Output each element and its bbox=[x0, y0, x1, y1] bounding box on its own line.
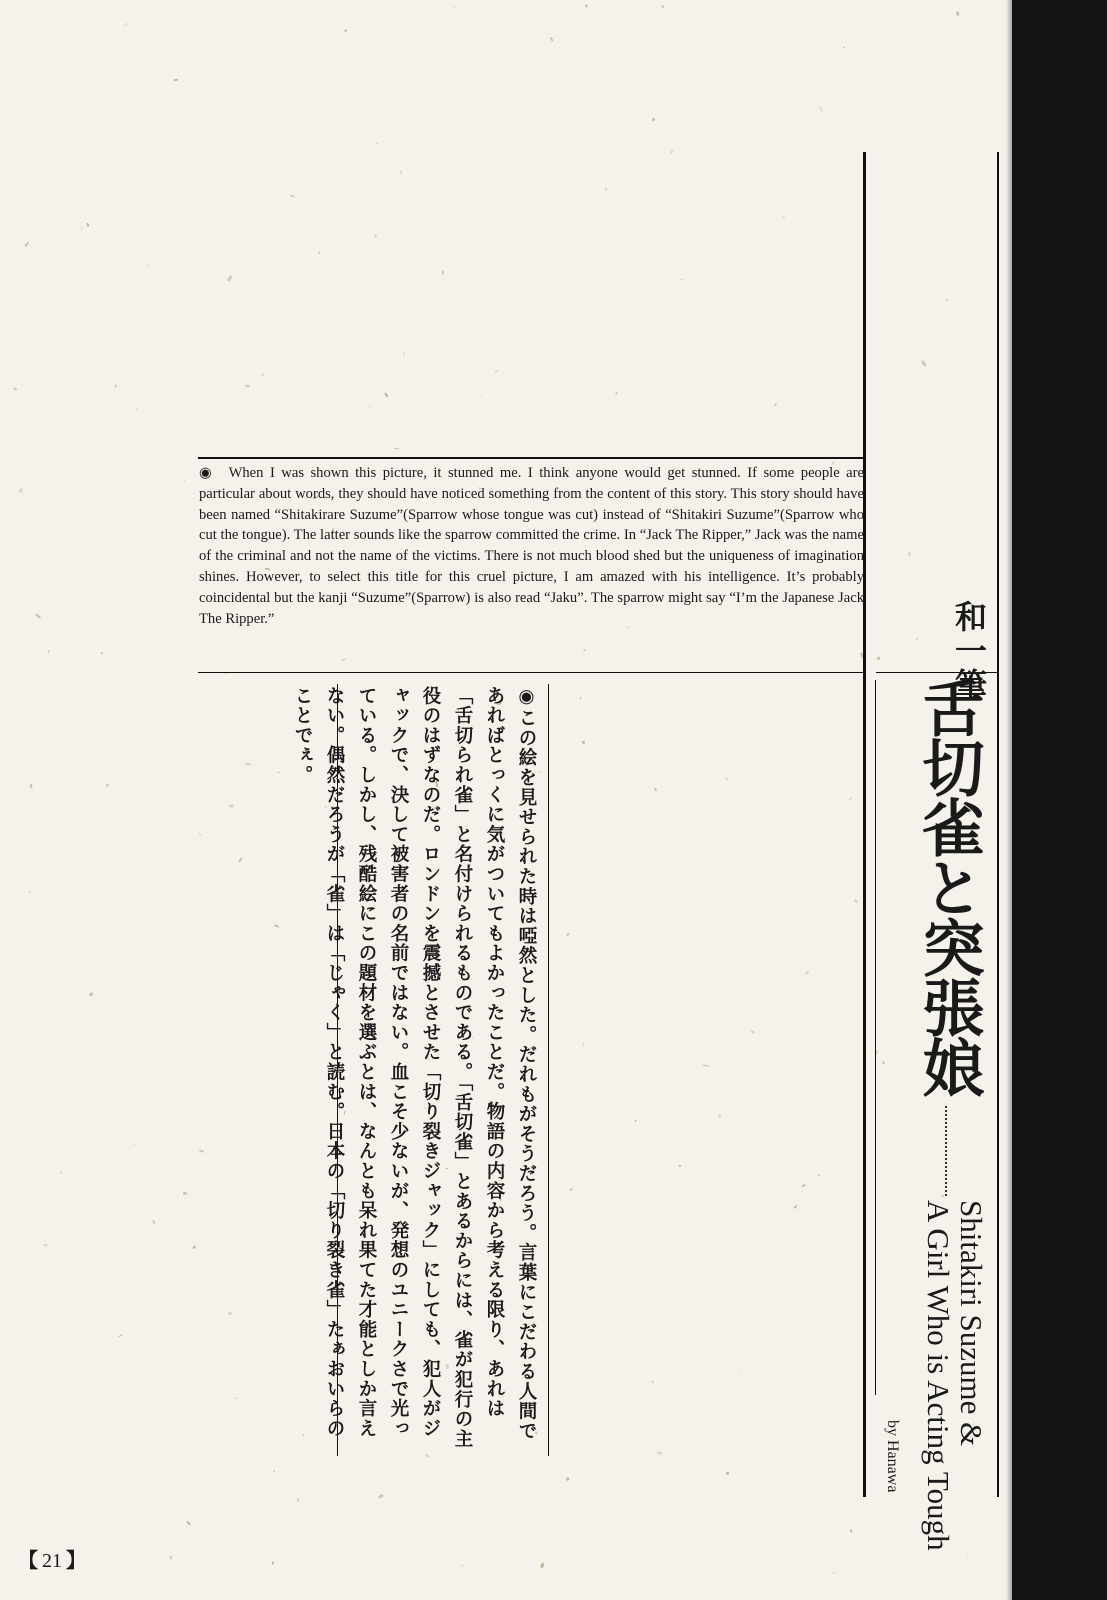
paper-fleck bbox=[277, 771, 281, 773]
paper-fleck bbox=[43, 1244, 47, 1246]
page-edge-dark bbox=[1012, 0, 1107, 1600]
paper-fleck bbox=[842, 46, 845, 48]
paper-fleck bbox=[818, 1174, 820, 1176]
series-label: 和一筆 bbox=[950, 600, 988, 702]
japanese-commentary: ◉この絵を見せられた時は啞然とした。だれもがそうだろう。言葉にこだわる人間であればとっくに気がついてもよかったことだ。物語の内容から考える限り、あれは「舌切られ雀」と名付けられるものである。「舌切雀」とあるからには、雀が犯行の主役のはずなのだ。ロンドンを震撼とさせた「切り裂きジャック」にしても、犯人がジャックで、決して被害者の名前ではない。血こそ少ないが、発想のユニークさで光っている。しかし、残酷絵にこの題材を選ぶとは、なんとも呆れ果てた才能としか言えない。偶然だろうが「雀」は「じゃく」と読む。日本の「切り裂き雀」たぁおいらのことでぇ。 bbox=[292, 686, 537, 1449]
title-rule-vertical-right bbox=[997, 152, 999, 1497]
text-rule-bottom bbox=[198, 672, 864, 673]
paper-fleck bbox=[782, 215, 785, 217]
paper-fleck bbox=[318, 251, 321, 253]
english-title-line-1: Shitakiri Suzume & bbox=[954, 1200, 989, 1447]
paper-fleck bbox=[908, 552, 911, 557]
title-rule-vertical-left bbox=[863, 152, 866, 1497]
paper-fleck bbox=[291, 1578, 292, 1579]
paper-fleck bbox=[229, 805, 234, 808]
paper-fleck bbox=[946, 299, 948, 301]
paper-fleck bbox=[850, 1530, 853, 1533]
page-number-value: 21 bbox=[42, 1550, 62, 1572]
japanese-title: 舌切雀と突張娘 bbox=[912, 676, 985, 1096]
page-bracket-right: 】 bbox=[66, 1550, 86, 1572]
paper-fleck bbox=[718, 1115, 721, 1118]
paper-fleck bbox=[453, 6, 455, 8]
paper-fleck bbox=[582, 1043, 584, 1047]
paper-fleck bbox=[269, 1518, 271, 1519]
paper-fleck bbox=[774, 403, 777, 407]
paper-fleck bbox=[183, 1192, 188, 1195]
paper-fleck bbox=[30, 784, 32, 789]
paper-fleck bbox=[442, 271, 444, 275]
bullet-icon: ◉ bbox=[199, 465, 215, 481]
paper-fleck bbox=[271, 1561, 274, 1565]
byline: by Hanawa bbox=[884, 1420, 901, 1493]
text-rule-top bbox=[198, 457, 864, 459]
page-bracket-left: 【 bbox=[18, 1550, 38, 1572]
title-leader-dots bbox=[945, 1106, 949, 1196]
jp-rule-right bbox=[548, 684, 549, 1456]
english-commentary-text: When I was shown this picture, it stunned me. I think anyone would get stunned. If some people are particular about words, they should have noticed something from the content of this story. This story should have been named “Shitakirare Suzume”(Sparrow whose tongue was cut) instead of “Shitakiri Suzume”(Sparrow who cut the tongue). The latter sounds like the sparrow committed the crime. In “Jack The Ripper,” Jack was the name of the criminal and not the name of the victims. There is not much blood shed but the uniqueness of imagination shines. However, to select this title for this cruel picture, I am amazed with his intelligence. It’s probably coincidental but the kanji “Suzume”(Sparrow) is also read “Jaku”. The sparrow might say “I’m the Japanese Jack The Ripper.” bbox=[199, 465, 864, 627]
english-title-line-2: A Girl Who is Acting Tough bbox=[921, 1200, 956, 1551]
paper-fleck bbox=[61, 1171, 62, 1174]
english-commentary bbox=[199, 463, 864, 629]
paper-fleck bbox=[877, 657, 880, 660]
page-number bbox=[18, 1544, 86, 1573]
paper-fleck bbox=[940, 1194, 944, 1196]
english-title bbox=[922, 1200, 988, 1551]
title-rule-vertical-inner bbox=[875, 680, 876, 1395]
paper-fleck bbox=[569, 1188, 572, 1191]
